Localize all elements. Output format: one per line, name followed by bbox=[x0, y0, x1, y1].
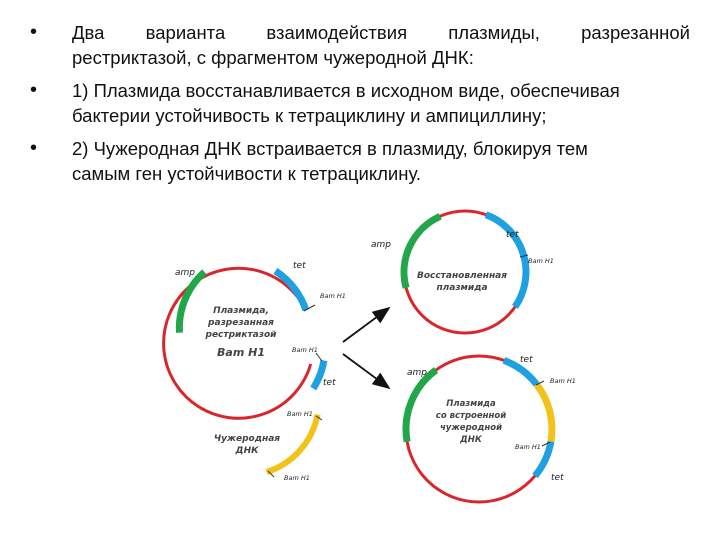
recombinant-plasmid-title-4: ДНК bbox=[460, 435, 482, 445]
foreign-dna-title-1: Чужеродная bbox=[213, 434, 281, 444]
cut-plasmid-site2-label: Bam H1 bbox=[292, 346, 318, 354]
foreign-dna bbox=[214, 410, 322, 482]
bullet-2-line-1: 1) Плазмида восстанавливается в исходном виде, обеспечивая bbox=[72, 80, 620, 101]
cut-plasmid-title-1: Плазмида, bbox=[213, 306, 269, 316]
restored-plasmid bbox=[371, 211, 554, 333]
cut-plasmid-tet-bottom-label: tet bbox=[323, 378, 336, 388]
recombinant-plasmid-amp-gene bbox=[406, 370, 436, 442]
cut-plasmid-title-4: Bam H1 bbox=[217, 346, 265, 359]
recombinant-plasmid-title-1: Плазмида bbox=[446, 399, 496, 409]
cut-plasmid-amp-gene bbox=[179, 272, 204, 333]
restored-plasmid-site-label: Bam H1 bbox=[528, 257, 554, 265]
recombinant-plasmid-foreign-insert bbox=[537, 384, 552, 441]
arrow-to-restored bbox=[343, 308, 389, 342]
recombinant-plasmid-tet-bottom-label: tet bbox=[551, 473, 564, 483]
cut-plasmid-title-2: разрезанная bbox=[208, 318, 274, 328]
recombinant-plasmid-title-2: со встроенной bbox=[435, 411, 507, 421]
cut-plasmid-title-3: рестриктазой bbox=[205, 330, 277, 340]
cut-plasmid-site1-label: Bam H1 bbox=[320, 292, 346, 300]
bullet-dot: • bbox=[30, 79, 38, 101]
foreign-dna-site1-label: Bam H1 bbox=[287, 410, 313, 418]
bam-site-marker bbox=[316, 353, 322, 361]
restored-plasmid-title-2: плазмида bbox=[436, 283, 488, 293]
recombinant-plasmid-site2-label: Bam H1 bbox=[515, 443, 541, 451]
restored-plasmid-tet-gene bbox=[486, 215, 526, 307]
foreign-dna-site2-label: Bam H1 bbox=[284, 474, 310, 482]
bullet-1-line-2: рестриктазой, с фрагментом чужеродной ДНК: bbox=[72, 47, 474, 68]
cut-plasmid bbox=[164, 261, 346, 418]
bullet-dot: • bbox=[30, 21, 38, 43]
recombinant-plasmid bbox=[406, 355, 576, 502]
bullet-3-line-2: самым ген устойчивости к тетрациклину. bbox=[72, 163, 421, 184]
recombinant-plasmid-title-3: чужеродной bbox=[439, 423, 503, 433]
cut-plasmid-amp-label: amp bbox=[175, 268, 195, 278]
recombinant-plasmid-tet-top-label: tet bbox=[520, 355, 533, 365]
foreign-dna-title-2: ДНК bbox=[235, 446, 259, 456]
arrow-to-recombinant bbox=[343, 354, 389, 388]
recombinant-plasmid-site1-label: Bam H1 bbox=[550, 377, 576, 385]
cut-plasmid-tet-top-label: tet bbox=[293, 261, 306, 271]
restored-plasmid-amp-label: amp bbox=[371, 240, 391, 250]
bullet-dot: • bbox=[30, 137, 38, 159]
recombinant-plasmid-amp-label: amp bbox=[407, 368, 427, 378]
bullet-2-line-2: бактерии устойчивость к тетрациклину и ампициллину; bbox=[72, 105, 547, 126]
restored-plasmid-title-1: Восстановленная bbox=[416, 271, 508, 281]
bullet-3-line-1: 2) Чужеродная ДНК встраивается в плазмиду, блокируя тем bbox=[72, 138, 588, 159]
bullet-1-line-1: Два варианта взаимодействия плазмиды, разрезанной bbox=[72, 22, 690, 43]
restored-plasmid-tet-label: tet bbox=[506, 230, 519, 240]
